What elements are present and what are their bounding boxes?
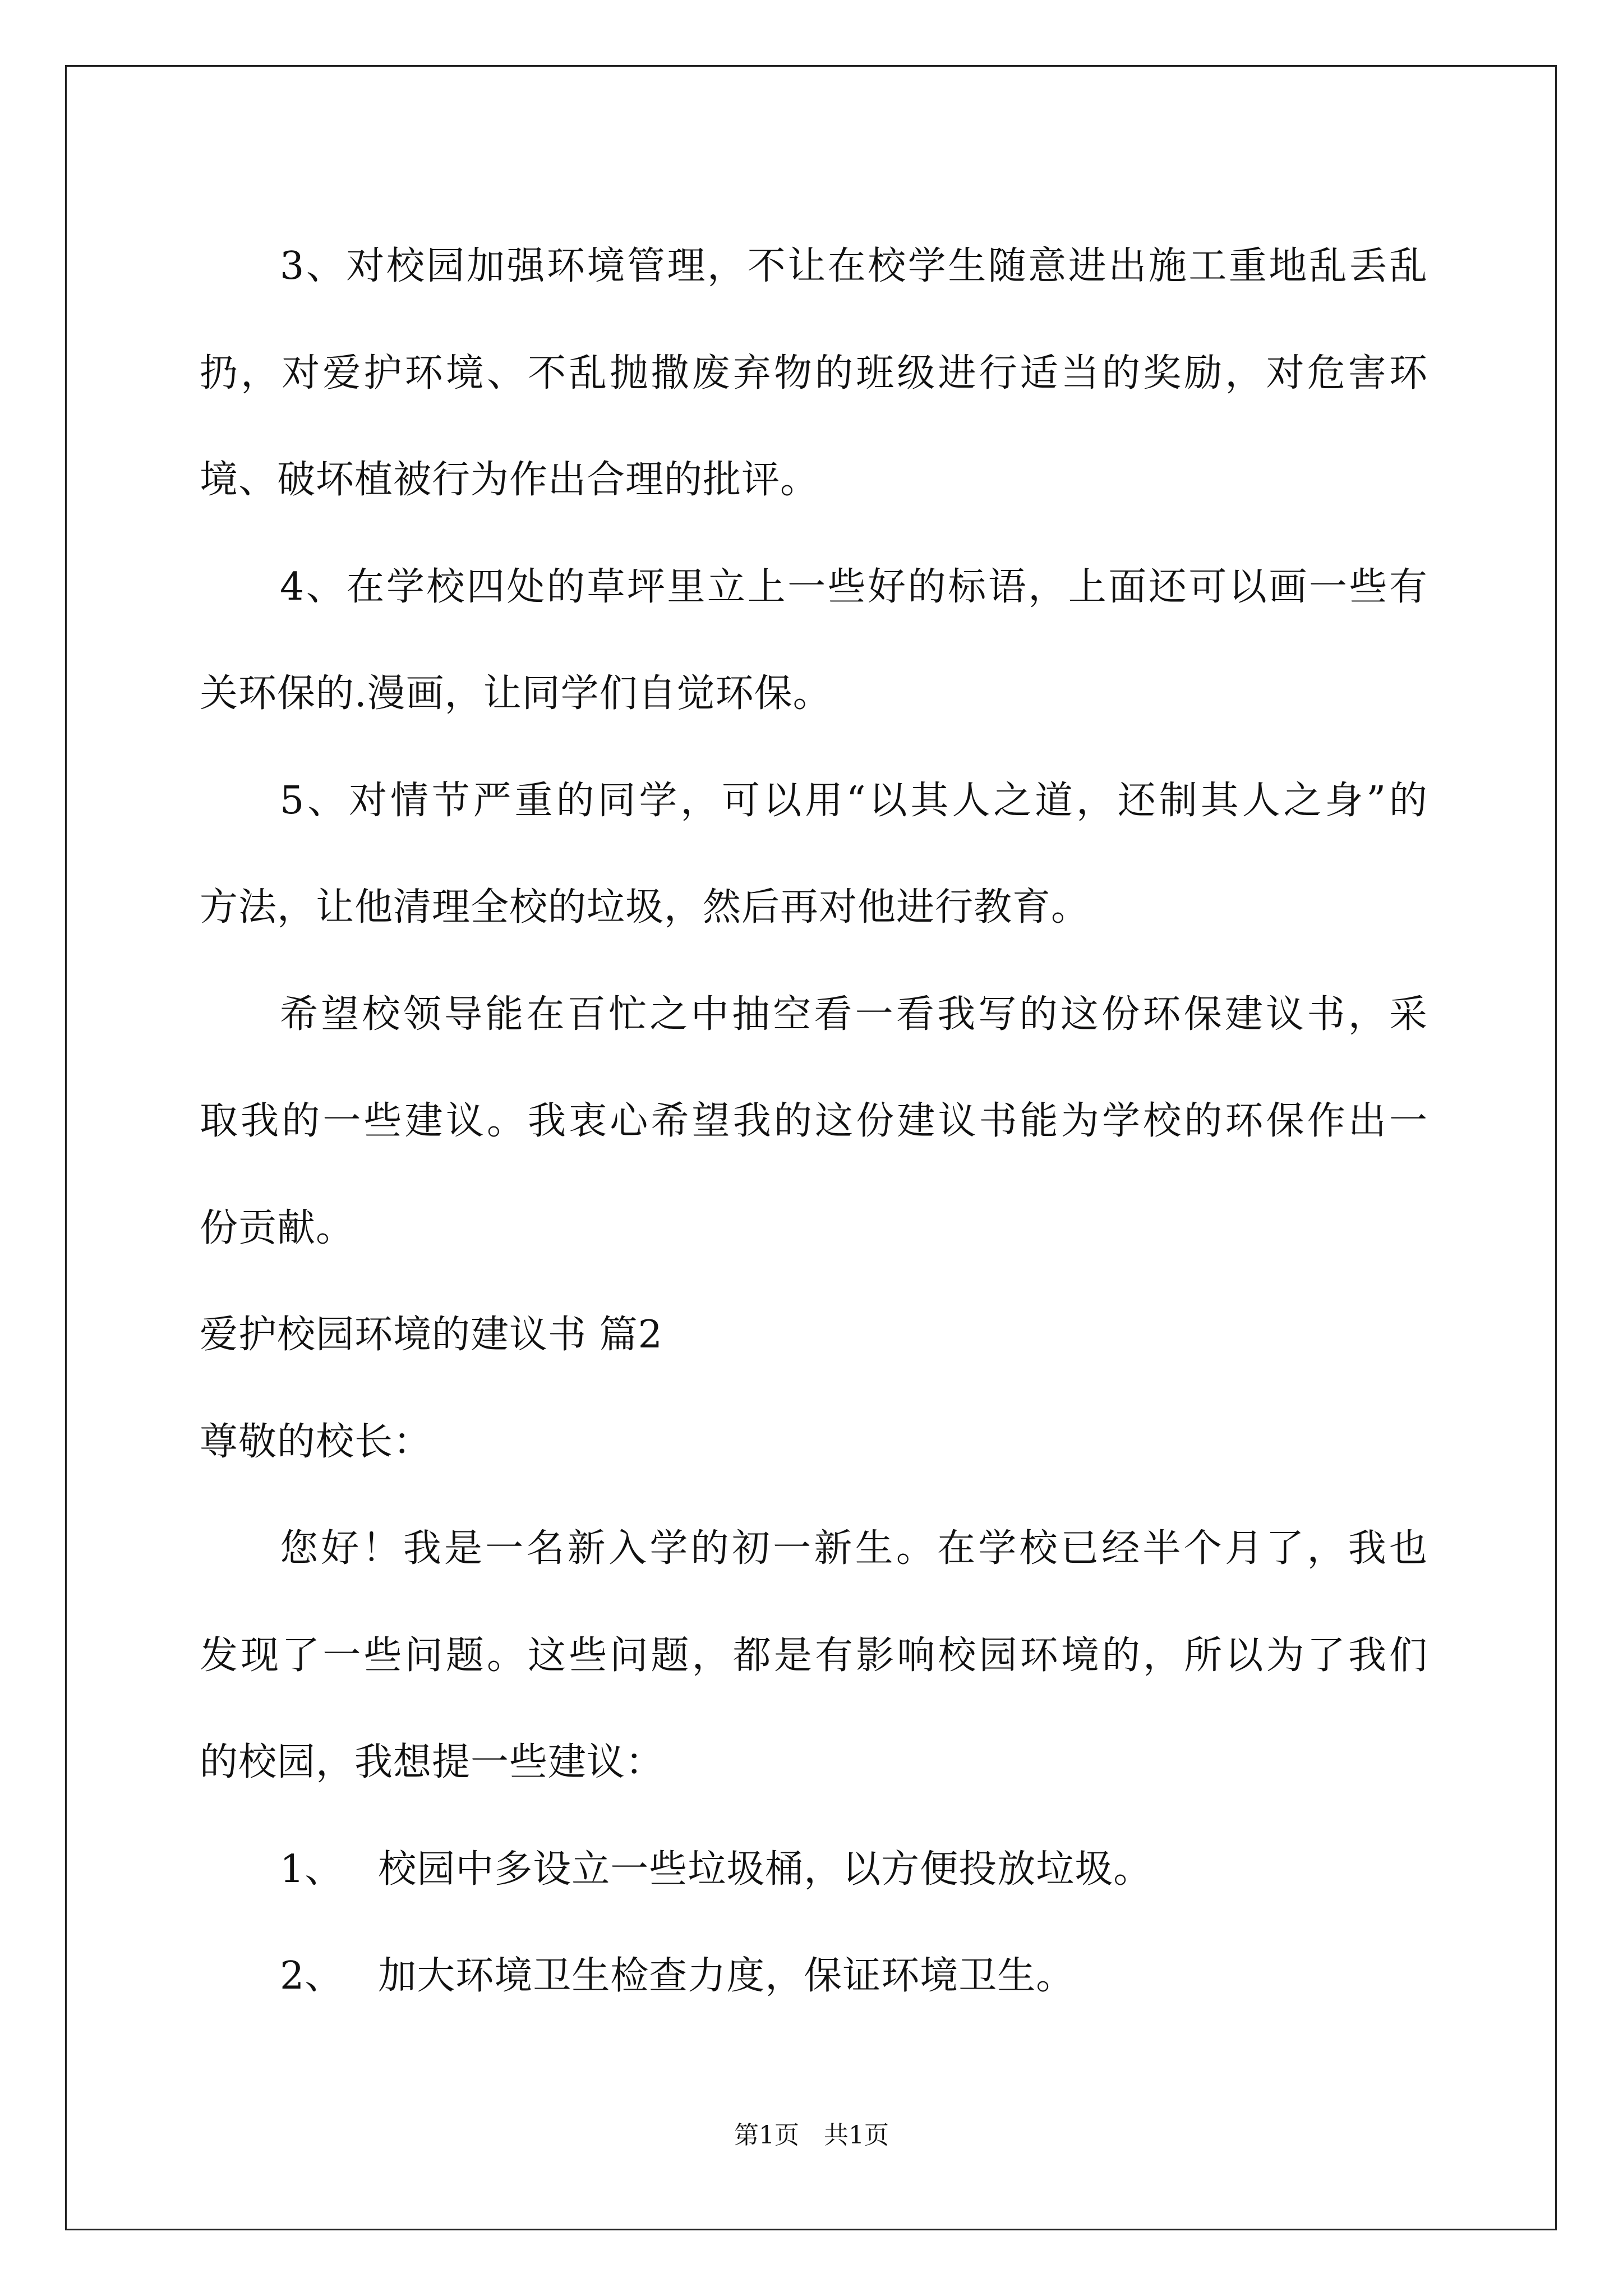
page-footer xyxy=(0,2115,1623,2151)
paragraph-line: 取我的一些建议。我衷心希望我的这份建议书能为学校的环保作出一 xyxy=(200,1099,1428,1143)
list-item-number: 2、 xyxy=(280,1954,344,1998)
paragraph-line: 境、破坏植被行为作出合理的批评。 xyxy=(200,458,819,502)
section-heading: 爱护校园环境的建议书 篇2 xyxy=(200,1313,663,1357)
page-number: 第1页 xyxy=(734,2121,799,2150)
list-item xyxy=(200,1923,1428,2030)
paragraph-line: 扔，对爱护环境、不乱抛撒废弃物的班级进行适当的奖励，对危害环 xyxy=(200,351,1428,395)
document-body xyxy=(200,213,1428,2030)
list-item-text: 校园中多设立一些垃圾桶，以方便投放垃圾。 xyxy=(378,1847,1152,1892)
paragraph-line: 您好！我是一名新入学的初一新生。在学校已经半个月了，我也 xyxy=(280,1526,1428,1571)
paragraph-line: 5、对情节严重的同学，可以用“以其人之道，还制其人之身”的 xyxy=(280,778,1428,823)
salutation: 尊敬的校长： xyxy=(200,1419,432,1464)
paragraph-line: 的校园，我想提一些建议： xyxy=(200,1740,665,1784)
page-total: 共1页 xyxy=(824,2121,889,2150)
list-item-number: 1、 xyxy=(280,1847,344,1892)
list-item xyxy=(200,1816,1428,1924)
paragraph-line: 4、在学校四处的草坪里立上一些好的标语，上面还可以画一些有 xyxy=(280,564,1428,609)
paragraph-line: 发现了一些问题。这些问题，都是有影响校园环境的，所以为了我们 xyxy=(200,1633,1428,1678)
paragraph-line: 关环保的.漫画，让同学们自觉环保。 xyxy=(200,671,832,716)
paragraph-line: 3、对校园加强环境管理，不让在校学生随意进出施工重地乱丢乱 xyxy=(280,244,1428,288)
paragraph-line: 方法，让他清理全校的垃圾，然后再对他进行教育。 xyxy=(200,885,1090,930)
paragraph-line: 希望校领导能在百忙之中抽空看一看我写的这份环保建议书，采 xyxy=(280,992,1428,1037)
list-item-text: 加大环境卫生检查力度，保证环境卫生。 xyxy=(378,1954,1075,1998)
paragraph-line: 份贡献。 xyxy=(200,1205,355,1250)
